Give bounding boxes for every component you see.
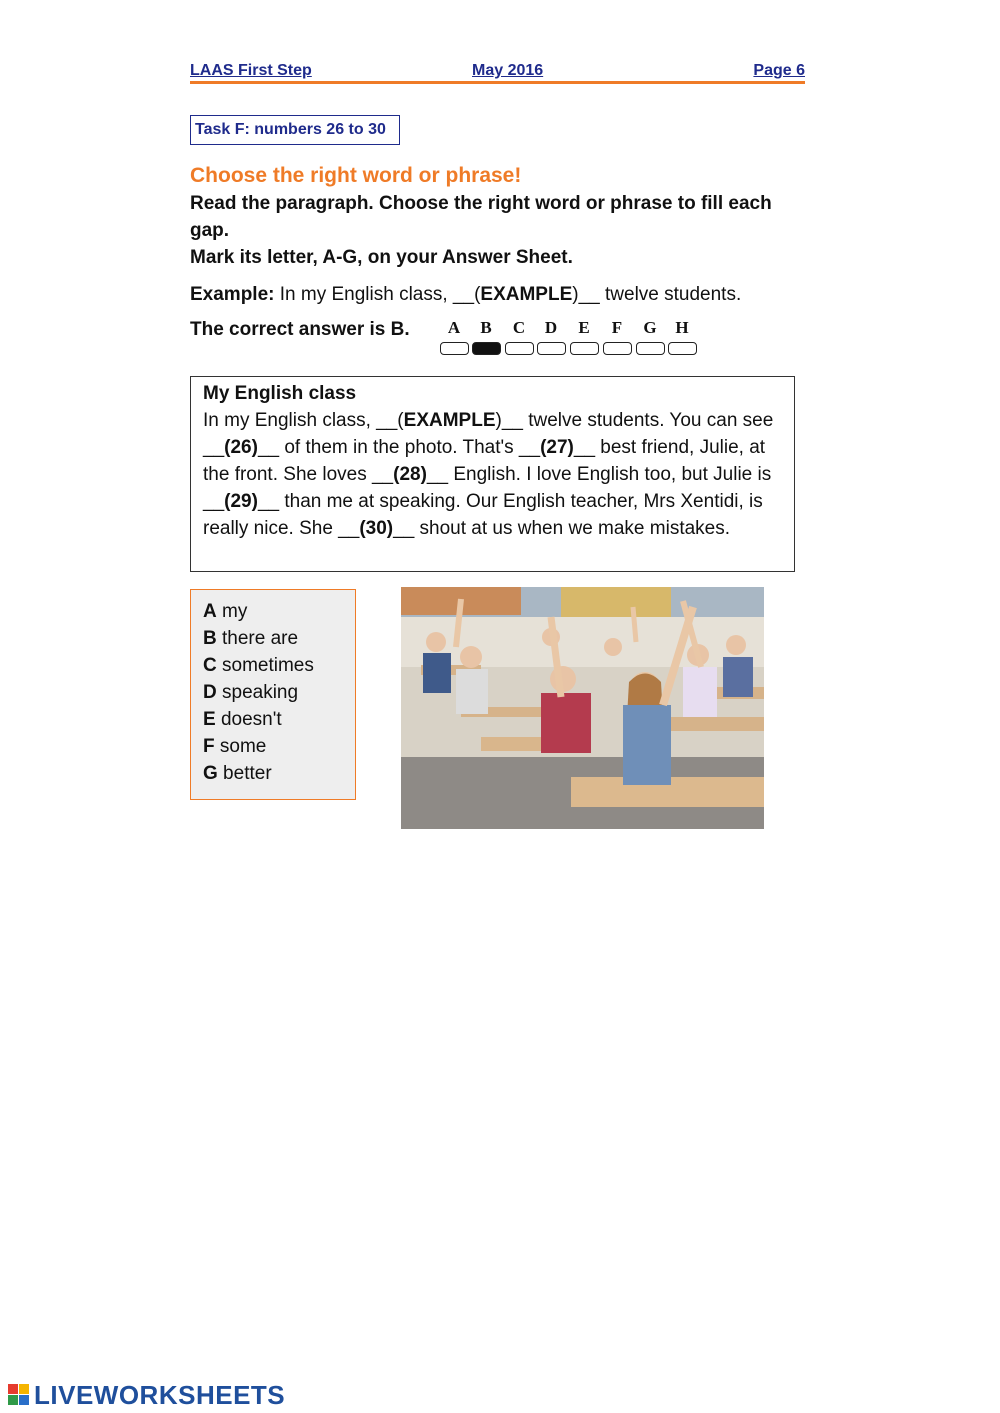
option-text: there are [216, 628, 299, 649]
instruction-line-2: Mark its letter, A-G, on your Answer Sheet. [190, 247, 573, 268]
option-b [203, 625, 355, 652]
answer-bubble[interactable] [537, 342, 566, 355]
answer-bubble[interactable] [570, 342, 599, 355]
classroom-photo [401, 587, 764, 829]
header-course: LAAS First Step [190, 62, 312, 79]
option-f [203, 733, 355, 760]
gap-29[interactable]: (29) [224, 491, 258, 512]
section-title: Choose the right word or phrase! [190, 164, 522, 187]
bubble-col-e[interactable] [568, 318, 600, 355]
option-letter: D [203, 682, 217, 703]
passage-text: In my English class, __( [203, 410, 404, 431]
example-text-after: )__ twelve students. [572, 284, 742, 305]
liveworksheets-logo [8, 1381, 285, 1409]
logo-blocks-icon [8, 1384, 30, 1406]
option-text: speaking [216, 682, 299, 703]
option-letter: G [203, 763, 218, 784]
option-c [203, 652, 355, 679]
passage-text: __ best friend, Julie, at the front. She loves __ [203, 437, 766, 485]
gap-27[interactable]: (27) [540, 437, 574, 458]
option-letter: B [203, 628, 217, 649]
option-letter: C [203, 655, 217, 676]
options-box [190, 589, 356, 800]
header-date: May 2016 [472, 62, 544, 79]
option-text: doesn't [215, 709, 282, 730]
option-text: some [214, 736, 267, 757]
bubble-letter: E [578, 318, 590, 337]
option-e [203, 706, 355, 733]
answer-bubble-selected[interactable] [472, 342, 501, 355]
option-text: sometimes [216, 655, 314, 676]
gap-28[interactable]: (28) [393, 464, 427, 485]
option-g [203, 760, 355, 787]
passage-title: My English class [203, 383, 357, 404]
answer-bubble[interactable] [505, 342, 534, 355]
bubble-letter: F [611, 318, 623, 337]
passage-example-keyword: EXAMPLE [403, 410, 496, 431]
passage-text: __ English. I love English too, but Julie is __ [203, 464, 772, 512]
passage-box [190, 376, 795, 572]
passage-text: __ than me at speaking. Our English teacher, Mrs Xentidi, is really nice. She __ [203, 491, 763, 539]
header-page-number: Page 6 [753, 62, 805, 79]
logo-text: LIVEWORKSHEETS [34, 1379, 286, 1410]
bubble-letter: D [544, 318, 558, 337]
classroom-photo-illustration [401, 587, 764, 829]
passage-text: __ of them in the photo. That's __ [257, 437, 541, 458]
bubble-col-h[interactable] [666, 318, 698, 355]
option-letter: F [203, 736, 215, 757]
gap-26[interactable]: (26) [224, 437, 258, 458]
option-d [203, 679, 355, 706]
option-a [203, 598, 355, 625]
correct-answer-text: The correct answer is B. [190, 319, 410, 340]
page-header [190, 61, 805, 84]
bubble-letter: A [447, 318, 461, 337]
answer-bubble[interactable] [603, 342, 632, 355]
answer-bubble[interactable] [440, 342, 469, 355]
answer-bubble[interactable] [668, 342, 697, 355]
example-keyword: EXAMPLE [480, 284, 573, 305]
bubble-col-c[interactable] [503, 318, 535, 355]
task-label: Task F: numbers 26 to 30 [190, 115, 400, 145]
bubble-col-d[interactable] [535, 318, 567, 355]
bubble-letter: G [643, 318, 657, 337]
gap-30[interactable]: (30) [359, 518, 394, 539]
passage-text: )__ twelve students. You can see __ [203, 410, 774, 458]
instruction-line-1: Read the paragraph. Choose the right word or phrase to fill each gap. [190, 193, 772, 241]
bubble-col-a[interactable] [438, 318, 470, 355]
example-label: Example: [190, 284, 275, 305]
passage-text: __ shout at us when we make mistakes. [393, 518, 731, 539]
example-text-before: In my English class, __( [274, 284, 481, 305]
bubble-col-b[interactable] [470, 318, 502, 355]
option-text: better [217, 763, 272, 784]
bubble-letter: H [675, 318, 689, 337]
bubble-letter: B [480, 318, 492, 337]
example-sentence [190, 282, 741, 308]
bubble-letter: C [512, 318, 526, 337]
answer-bubble-row [438, 318, 700, 362]
passage-body [203, 407, 784, 542]
option-letter: E [203, 709, 216, 730]
answer-bubble[interactable] [636, 342, 665, 355]
bubble-col-g[interactable] [634, 318, 666, 355]
option-letter: A [203, 601, 217, 622]
bubble-col-f[interactable] [601, 318, 633, 355]
option-text: my [216, 601, 248, 622]
